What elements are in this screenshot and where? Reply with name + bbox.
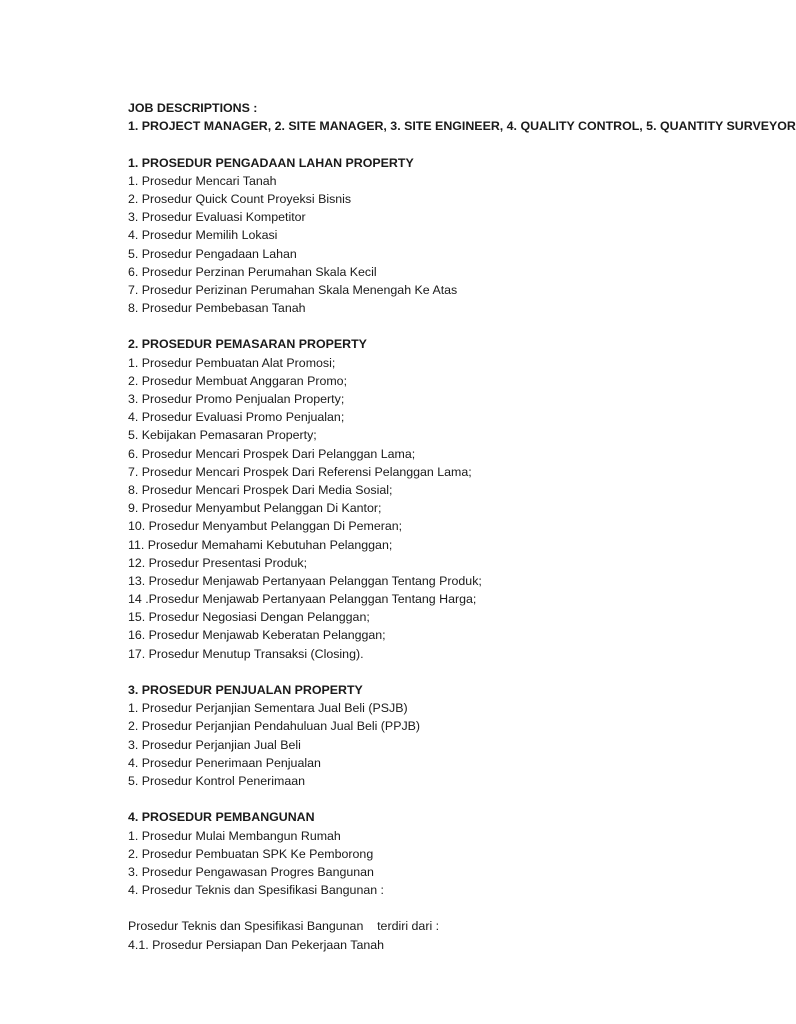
- list-item: 2. Prosedur Pembuatan SPK Ke Pemborong: [128, 846, 374, 861]
- list-item: 10. Prosedur Menyambut Pelanggan Di Pemeran;: [128, 519, 403, 534]
- spacer: [128, 899, 690, 917]
- list-item: 5. Kebijakan Pemasaran Property;: [128, 428, 317, 443]
- list-item: 11. Prosedur Memahami Kebutuhan Pelanggan;: [128, 537, 393, 552]
- footer-intro: Prosedur Teknis dan Spesifikasi Bangunan terdiri dari :: [128, 919, 440, 934]
- list-item: 4. Prosedur Memilih Lokasi: [128, 228, 278, 243]
- section-heading: 3. PROSEDUR PENJUALAN PROPERTY: [128, 683, 363, 697]
- list-item: 1. Prosedur Perjanjian Sementara Jual Beli (PSJB): [128, 701, 408, 716]
- section-heading: 2. PROSEDUR PEMASARAN PROPERTY: [128, 337, 367, 352]
- spacer: [128, 790, 690, 808]
- list-item: 4. Prosedur Teknis dan Spesifikasi Bangunan :: [128, 883, 385, 898]
- list-item: 1. Prosedur Pembuatan Alat Promosi;: [128, 355, 336, 370]
- section-heading: 4. PROSEDUR PEMBANGUNAN: [128, 810, 315, 825]
- spacer: [128, 663, 690, 681]
- spacer: [128, 135, 690, 153]
- list-item: 5. Prosedur Pengadaan Lahan: [128, 246, 297, 261]
- document-title: JOB DESCRIPTIONS :: [128, 101, 258, 115]
- list-item: 16. Prosedur Menjawab Keberatan Pelanggan;: [128, 628, 386, 643]
- list-item: 2. Prosedur Membuat Anggaran Promo;: [128, 373, 348, 388]
- list-item: 4. Prosedur Evaluasi Promo Penjualan;: [128, 410, 345, 425]
- footer-sub-item: 4.1. Prosedur Persiapan Dan Pekerjaan Tanah: [128, 937, 385, 952]
- list-item: 7. Prosedur Mencari Prospek Dari Referensi Pelanggan Lama;: [128, 464, 472, 479]
- list-item: 6. Prosedur Perzinan Perumahan Skala Kecil: [128, 264, 377, 279]
- list-item: 15. Prosedur Negosiasi Dengan Pelanggan;: [128, 610, 370, 625]
- list-item: 4. Prosedur Penerimaan Penjualan: [128, 755, 321, 770]
- list-item: 8. Prosedur Pembebasan Tanah: [128, 301, 306, 316]
- document-page: [128, 99, 796, 999]
- list-item: 14 .Prosedur Menjawab Pertanyaan Pelanggan Tentang Harga;: [128, 592, 477, 607]
- list-item: 8. Prosedur Mencari Prospek Dari Media Sosial;: [128, 482, 393, 497]
- list-item: 1. Prosedur Mulai Membangun Rumah: [128, 828, 341, 843]
- list-item: 9. Prosedur Menyambut Pelanggan Di Kantor;: [128, 501, 382, 516]
- list-item: 6. Prosedur Mencari Prospek Dari Pelanggan Lama;: [128, 446, 416, 461]
- list-item: 2. Prosedur Perjanjian Pendahuluan Jual Beli (PPJB): [128, 719, 421, 734]
- list-item: 5. Prosedur Kontrol Penerimaan: [128, 773, 306, 788]
- job-roles-line: 1. PROJECT MANAGER, 2. SITE MANAGER, 3. SITE ENGINEER, 4. QUALITY CONTROL, 5. QUANTITY SURVEYOR: [128, 119, 796, 134]
- spacer: [128, 317, 690, 335]
- list-item: 7. Prosedur Perizinan Perumahan Skala Menengah Ke Atas: [128, 282, 458, 297]
- list-item: 3. Prosedur Perjanjian Jual Beli: [128, 737, 301, 752]
- list-item: 3. Prosedur Pengawasan Progres Bangunan: [128, 864, 374, 879]
- list-item: 17. Prosedur Menutup Transaksi (Closing).: [128, 646, 364, 661]
- list-item: 12. Prosedur Presentasi Produk;: [128, 555, 308, 570]
- section-heading: 1. PROSEDUR PENGADAAN LAHAN PROPERTY: [128, 155, 414, 170]
- list-item: 2. Prosedur Quick Count Proyeksi Bisnis: [128, 191, 352, 206]
- list-item: 3. Prosedur Promo Penjualan Property;: [128, 392, 345, 406]
- list-item: 1. Prosedur Mencari Tanah: [128, 173, 277, 188]
- list-item: 13. Prosedur Menjawab Pertanyaan Pelanggan Tentang Produk;: [128, 573, 482, 588]
- list-item: 3. Prosedur Evaluasi Kompetitor: [128, 210, 306, 225]
